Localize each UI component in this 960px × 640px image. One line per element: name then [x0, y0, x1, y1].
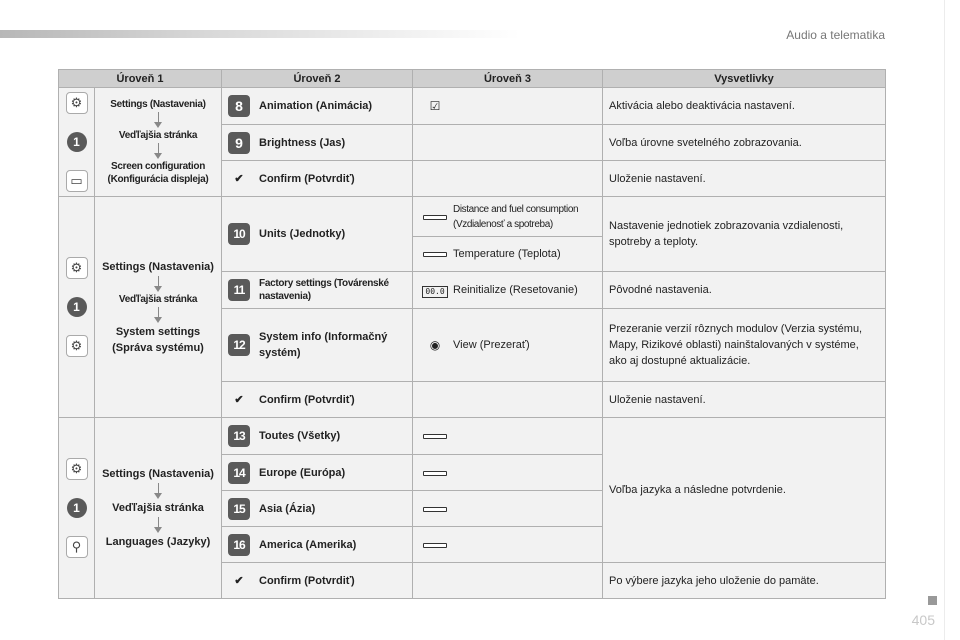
group3-icons [59, 418, 95, 599]
page-edge-line [944, 0, 945, 640]
level3-cell [413, 455, 603, 491]
level1-screen-config: Screen configuration (Konfigurácia displeja) [107, 161, 209, 185]
level2-label: Animation (Animácia) [259, 100, 373, 112]
dash-button-icon [417, 466, 453, 480]
explanation-cell: Pôvodné nastavenia. [603, 272, 886, 309]
level1-settings: Settings (Nastavenia) [102, 260, 214, 273]
level2-cell [222, 272, 413, 309]
level1-subpage: Veďľajšia stránka [118, 130, 198, 141]
step-badge: 9 [228, 132, 250, 154]
group2-level1 [95, 197, 222, 418]
group1-level1 [95, 88, 222, 197]
arrow-down-icon [158, 307, 159, 318]
col-explanation: Vysvetlivky [603, 70, 886, 88]
level3-cell [413, 563, 603, 599]
level3-cell [413, 309, 603, 382]
level2-cell [222, 197, 413, 272]
step-badge: 11 [228, 279, 250, 301]
level2-label: System info (Informačný systém) [259, 331, 388, 359]
dash-button-icon [417, 502, 453, 516]
dash-button-icon [417, 538, 453, 552]
settings-gear-icon: ⚙ [66, 92, 88, 114]
level2-label: Units (Jednotky) [259, 228, 346, 240]
level2-cell [222, 455, 413, 491]
check-icon: ✔ [234, 394, 244, 406]
level1-subpage: Veďľajšia stránka [112, 502, 204, 514]
level1-settings: Settings (Nastavenia) [110, 99, 206, 110]
level2-label: Confirm (Potvrdiť) [259, 393, 355, 406]
arrow-down-icon [158, 276, 159, 287]
level3-label: Temperature (Teplota) [453, 248, 561, 260]
level3-cell [413, 418, 603, 455]
level3-cell [413, 197, 603, 237]
level3-cell [413, 272, 603, 309]
screen-icon: ▭ [66, 170, 88, 192]
arrow-down-icon [158, 517, 159, 528]
level3-cell [413, 382, 603, 418]
level3-cell [413, 527, 603, 563]
explanation-cell: Nastavenie jednotiek zobrazovania vzdialenosti, spotreby a teploty. [603, 197, 886, 272]
table-header-row [59, 70, 886, 88]
level2-label: Confirm (Potvrdiť) [259, 574, 355, 587]
table-row [59, 418, 886, 455]
level2-cell [222, 88, 413, 125]
level2-cell [222, 309, 413, 382]
group1-icons [59, 88, 95, 197]
arrow-down-icon [158, 483, 159, 494]
level3-label: Distance and fuel consumption (Vzdialenosť a spotreba) [453, 203, 579, 230]
number-one-icon: 1 [67, 498, 87, 518]
level1-languages: Languages (Jazyky) [105, 536, 211, 548]
level3-label: Reinitialize (Resetovanie) [453, 283, 578, 296]
level2-label: Asia (Ázia) [259, 502, 316, 515]
level2-cell [222, 418, 413, 455]
languages-icon: ⚲ [66, 536, 88, 558]
level3-cell [413, 491, 603, 527]
table-row [59, 88, 886, 125]
level3-cell [413, 88, 603, 125]
settings-gear-icon: ⚙ [66, 458, 88, 480]
level3-label: View (Prezerať) [453, 339, 530, 351]
arrow-down-icon [158, 112, 159, 123]
settings-gear-icon: ⚙ [66, 257, 88, 279]
explanation-cell: Po výbere jazyka jeho uloženie do pamäte. [603, 563, 886, 599]
step-badge: 8 [228, 95, 250, 117]
level3-cell [413, 161, 603, 197]
level2-cell [222, 382, 413, 418]
table-row [59, 197, 886, 237]
section-title: Audio a telematika [786, 28, 885, 42]
header-bar [0, 30, 520, 38]
level2-label: Europe (Európa) [259, 466, 346, 479]
arrow-down-icon [158, 143, 159, 154]
level2-cell [222, 125, 413, 161]
level2-label: Factory settings (Továrenské nastavenia) [259, 278, 389, 302]
dash-button-icon [417, 210, 453, 224]
group2-icons [59, 197, 95, 418]
level3-cell [413, 125, 603, 161]
level3-cell [413, 237, 603, 272]
level2-cell [222, 527, 413, 563]
step-badge: 16 [228, 534, 250, 556]
eye-icon: ◉ [429, 338, 441, 352]
level1-subpage: Veďľajšia stránka [118, 293, 198, 305]
step-badge: 13 [228, 425, 250, 447]
number-one-icon: 1 [67, 297, 87, 317]
level1-system-settings: System settings (Správa systému) [112, 325, 204, 354]
check-icon: ✔ [234, 173, 244, 185]
col-level1: Úroveň 1 [59, 70, 222, 88]
level1-settings: Settings (Nastavenia) [102, 468, 214, 480]
group3-level1 [95, 418, 222, 599]
step-badge: 12 [228, 334, 250, 356]
explanation-cell: Voľba jazyka a následne potvrdenie. [603, 418, 886, 563]
page-number: 405 [911, 612, 935, 628]
dash-button-icon [417, 247, 453, 261]
number-one-icon: 1 [67, 132, 87, 152]
explanation-cell: Voľba úrovne svetelného zobrazovania. [603, 125, 886, 161]
system-settings-icon: ⚙ [66, 335, 88, 357]
dash-button-icon [417, 429, 453, 443]
col-level3: Úroveň 3 [413, 70, 603, 88]
menu-table [58, 69, 886, 599]
level2-label: Brightness (Jas) [259, 136, 346, 149]
level2-cell [222, 161, 413, 197]
page-marker [928, 596, 937, 605]
level2-cell [222, 491, 413, 527]
step-badge: 10 [228, 223, 250, 245]
col-level2: Úroveň 2 [222, 70, 413, 88]
explanation-cell: Uloženie nastavení. [603, 382, 886, 418]
step-badge: 15 [228, 498, 250, 520]
explanation-cell: Aktivácia alebo deaktivácia nastavení. [603, 88, 886, 125]
level2-label: Toutes (Všetky) [259, 430, 341, 442]
explanation-cell: Uloženie nastavení. [603, 161, 886, 197]
explanation-cell: Prezeranie verzií rôznych modulov (Verzia systému, Mapy, Rizikové oblasti) nainštalovaných v systéme, ako aj dostupné aktualizácie. [603, 309, 886, 382]
level2-label: Confirm (Potvrdiť) [259, 172, 355, 185]
check-icon: ✔ [234, 575, 244, 587]
checkbox-icon: ☑ [429, 99, 441, 113]
reset-counter-icon: 00.0 [417, 283, 453, 298]
level2-label: America (Amerika) [259, 538, 357, 551]
step-badge: 14 [228, 462, 250, 484]
level2-cell [222, 563, 413, 599]
